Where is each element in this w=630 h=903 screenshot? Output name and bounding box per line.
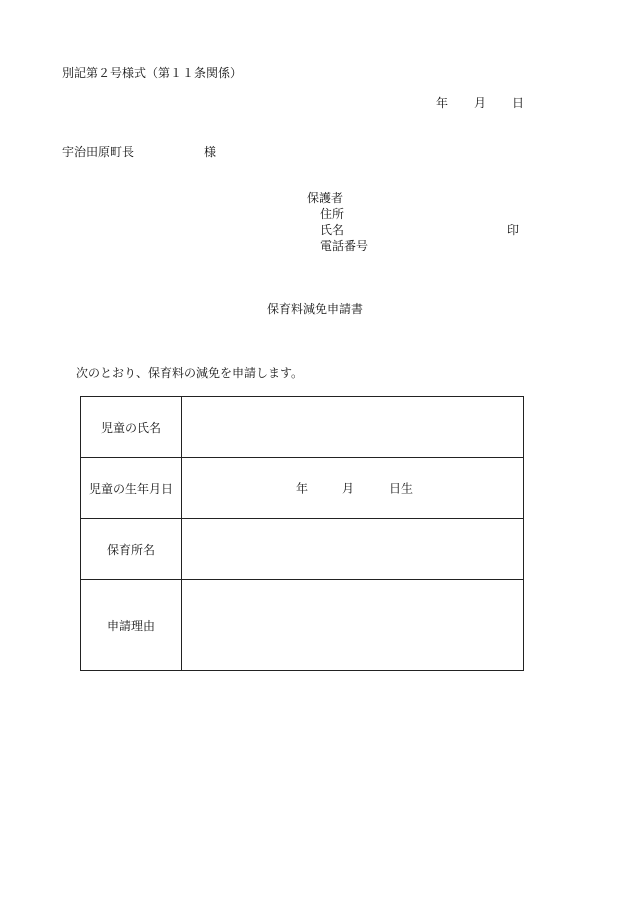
birth-month-label: 月 <box>342 481 355 496</box>
child-name-label: 児童の氏名 <box>81 397 182 458</box>
address-label: 住所 <box>320 207 345 221</box>
table-row <box>81 458 524 519</box>
addressee-name: 宇治田原町長 <box>62 145 135 159</box>
name-label: 氏名 <box>320 223 345 237</box>
nursery-name-label: 保育所名 <box>81 519 182 580</box>
seal-label: 印 <box>507 223 520 237</box>
addressee-honorific: 様 <box>204 145 217 159</box>
guardian-label: 保護者 <box>307 191 344 205</box>
intro-text: 次のとおり、保育料の減免を申請します。 <box>76 366 304 380</box>
document-title: 保育料減免申請書 <box>266 302 363 316</box>
date-day-label: 日 <box>512 96 525 110</box>
date-month-label: 月 <box>474 96 487 110</box>
date-year-label: 年 <box>436 96 449 110</box>
form-number: 別記第２号様式（第１１条関係） <box>62 66 243 80</box>
application-table <box>80 396 524 671</box>
child-name-field[interactable] <box>182 397 524 458</box>
child-birthdate-field[interactable] <box>182 458 524 519</box>
addressee <box>62 145 217 159</box>
nursery-name-field[interactable] <box>182 519 524 580</box>
table-row <box>81 397 524 458</box>
birth-year-label: 年 <box>296 481 309 496</box>
applicant-block <box>307 191 368 255</box>
birth-day-label: 日生 <box>389 481 414 496</box>
application-reason-label: 申請理由 <box>81 580 182 671</box>
child-birthdate-label: 児童の生年月日 <box>81 458 182 519</box>
application-reason-field[interactable] <box>182 580 524 671</box>
table-row <box>81 519 524 580</box>
table-row <box>81 580 524 671</box>
phone-label: 電話番号 <box>320 239 369 253</box>
date-line <box>436 96 524 110</box>
